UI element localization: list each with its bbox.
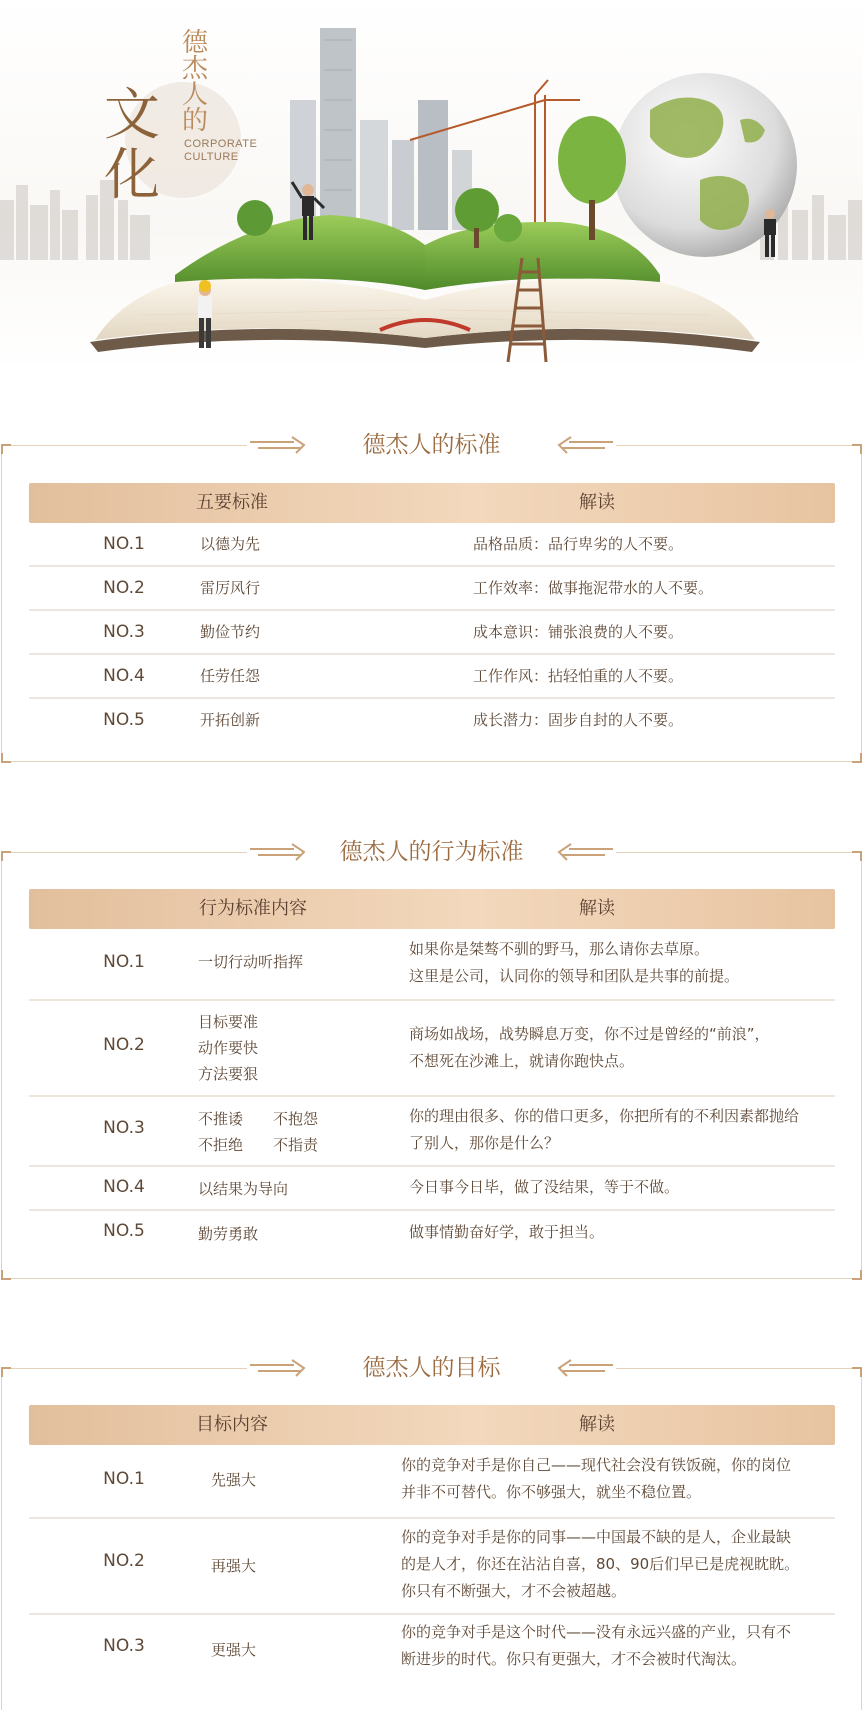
row-number: NO.5 <box>103 1221 145 1241</box>
table-row <box>29 1519 835 1615</box>
row-item-line: 以结果为导向 <box>198 1180 289 1198</box>
row-description-line: 你的竞争对手是这个时代——没有永远兴盛的产业，只有不 <box>401 1623 792 1641</box>
row-description-line: 商场如战场，战势瞬息万变，你不过是曾经的“前浪”， <box>409 1025 770 1043</box>
row-item: 勤俭节约 <box>200 623 261 641</box>
row-description: 工作作风：拈轻怕重的人不要。 <box>473 667 684 685</box>
header-col-interpretation: 解读 <box>579 492 615 513</box>
row-item: 开拓创新 <box>200 711 261 729</box>
row-description-line: 你的理由很多、你的借口更多，你把所有的不利因素都抛给 <box>409 1107 800 1125</box>
row-item-line: 动作要快 <box>198 1039 259 1057</box>
row-description-line: 并非不可替代。你不够强大，就坐不稳位置。 <box>401 1483 702 1501</box>
section-standards <box>0 432 863 762</box>
row-description-line: 了别人，那你是什么？ <box>409 1134 560 1152</box>
row-item-line: 目标要准 <box>198 1013 259 1031</box>
row-description: 成本意识：铺张浪费的人不要。 <box>473 623 684 641</box>
row-item: 再强大 <box>211 1557 257 1575</box>
row-description <box>409 1219 604 1246</box>
row-item-line: 一切行动听指挥 <box>198 953 304 971</box>
section-title: 德杰人的行为标准 <box>339 839 524 865</box>
row-number: NO.2 <box>103 1551 145 1571</box>
table-row <box>29 567 835 611</box>
table-row <box>29 1445 835 1519</box>
row-description-line: 你只有不断强大，才不会被超越。 <box>401 1582 627 1600</box>
hero-banner <box>0 0 863 372</box>
table-row <box>29 611 835 655</box>
row-item: 以德为先 <box>200 535 261 553</box>
row-description <box>401 1619 791 1673</box>
row-item-line: 方法要狠 <box>198 1065 259 1083</box>
row-number: NO.1 <box>103 952 145 972</box>
row-description: 工作效率：做事拖泥带水的人不要。 <box>473 579 714 597</box>
row-number: NO.2 <box>103 578 145 598</box>
row-item-line: 不拒绝 不指责 <box>198 1136 319 1154</box>
table-row <box>29 1001 835 1097</box>
row-description <box>401 1524 799 1605</box>
table-row <box>29 1211 835 1255</box>
header-col-goal: 目标内容 <box>196 1414 268 1435</box>
row-number: NO.4 <box>103 1177 145 1197</box>
header-col-behavior: 行为标准内容 <box>199 898 307 919</box>
row-description-line: 做事情勤奋好学，敢于担当。 <box>409 1223 605 1241</box>
row-item: 雷厉风行 <box>200 579 261 597</box>
row-description <box>409 1103 799 1157</box>
table-row <box>29 1097 835 1167</box>
row-description-line: 不想死在沙滩上，就请你跑快点。 <box>409 1052 635 1070</box>
row-number: NO.1 <box>103 1469 145 1489</box>
row-item: 更强大 <box>211 1641 257 1659</box>
header-col-standard: 五要标准 <box>196 492 268 513</box>
table-row <box>29 523 835 567</box>
row-description-line: 这里是公司，认同你的领导和团队是共事的前提。 <box>409 967 740 985</box>
row-item <box>198 1009 258 1087</box>
row-item <box>198 1106 318 1158</box>
row-description <box>409 936 739 990</box>
row-number: NO.5 <box>103 710 145 730</box>
row-number: NO.3 <box>103 622 145 642</box>
row-description <box>409 1174 679 1201</box>
row-item: 任劳任怨 <box>200 667 261 685</box>
row-description-line: 今日事今日毕，做了没结果，等于不做。 <box>409 1178 680 1196</box>
table-row <box>29 1615 835 1685</box>
hero-title-vertical: 德 杰 人 的 <box>181 28 208 136</box>
row-description: 品格品质：品行卑劣的人不要。 <box>473 535 684 553</box>
row-description <box>401 1452 791 1506</box>
row-number: NO.3 <box>103 1118 145 1138</box>
table-row <box>29 655 835 699</box>
row-description-line: 你的竞争对手是你自己——现代社会没有铁饭碗，你的岗位 <box>401 1456 792 1474</box>
row-item <box>198 1176 288 1202</box>
row-item <box>198 1221 258 1247</box>
row-description-line: 的是人才，你还在沾沾自喜，80、90后们早已是虎视眈眈。 <box>401 1555 800 1573</box>
row-number: NO.2 <box>103 1035 145 1055</box>
row-number: NO.4 <box>103 666 145 686</box>
row-number: NO.1 <box>103 534 145 554</box>
section-title: 德杰人的标准 <box>362 432 501 458</box>
hero-title-en-line1: CORPORATE <box>184 138 258 150</box>
table-row <box>29 699 835 741</box>
row-item <box>198 949 303 975</box>
header-col-interpretation: 解读 <box>579 1414 615 1435</box>
table-row <box>29 929 835 1001</box>
table-header <box>29 483 835 523</box>
table-header <box>29 1405 835 1445</box>
row-description-line: 如果你是桀骜不驯的野马，那么请你去草原。 <box>409 940 710 958</box>
row-description-line: 断进步的时代。你只有更强大，才不会被时代淘汰。 <box>401 1650 747 1668</box>
row-item-line: 勤劳勇敢 <box>198 1225 259 1243</box>
section-goals <box>0 1355 863 1710</box>
hero-title-english <box>184 138 284 164</box>
row-description-line: 你的竞争对手是你的同事——中国最不缺的是人，企业最缺 <box>401 1528 792 1546</box>
hero-title-big: 文 化 <box>104 83 160 208</box>
section-behavior-standards <box>0 839 863 1279</box>
table-row <box>29 1167 835 1211</box>
row-item-line: 不推诿 不抱怨 <box>198 1110 319 1128</box>
table-header <box>29 889 835 929</box>
row-item: 先强大 <box>211 1471 257 1489</box>
header-col-interpretation: 解读 <box>579 898 615 919</box>
row-number: NO.3 <box>103 1636 145 1656</box>
hero-title-en-line2: CULTURE <box>184 151 239 163</box>
section-title: 德杰人的目标 <box>362 1355 501 1381</box>
row-description: 成长潜力：固步自封的人不要。 <box>473 711 684 729</box>
row-description <box>409 1021 770 1075</box>
